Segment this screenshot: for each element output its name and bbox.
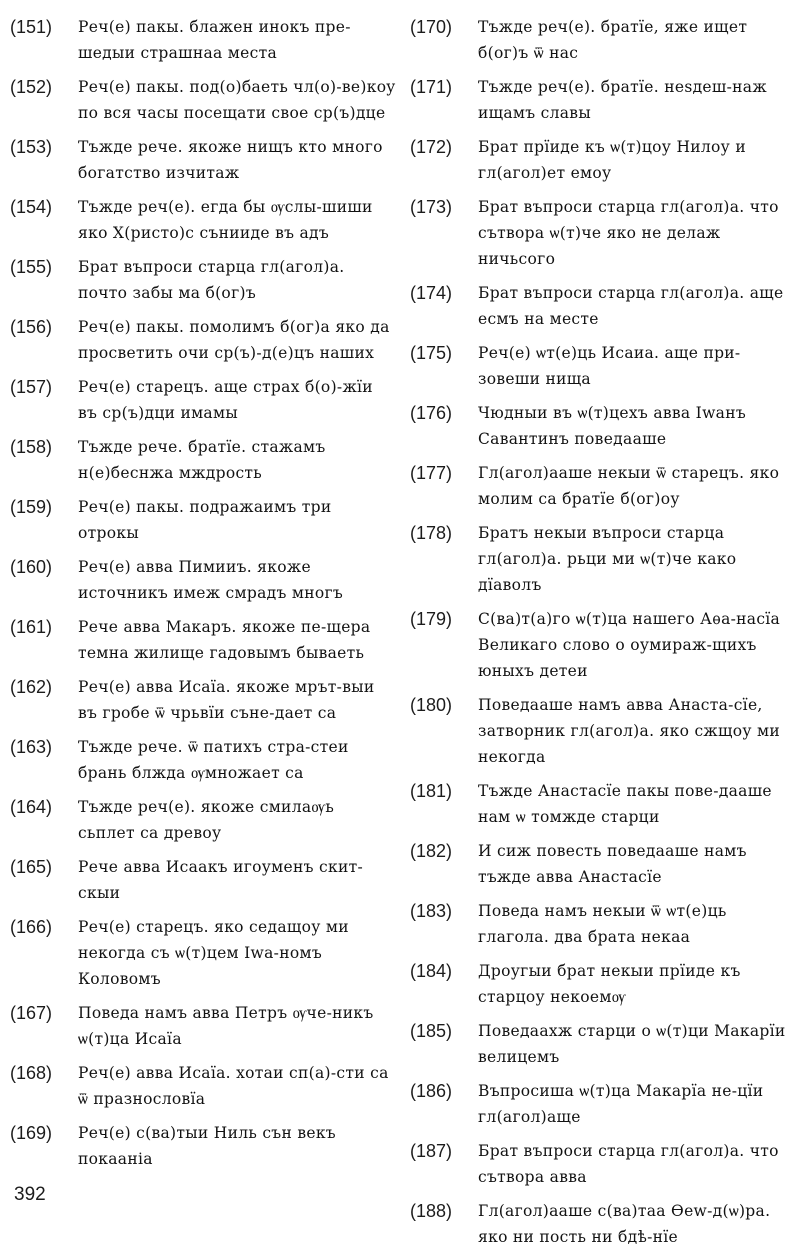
entry-text: Тъжде Анастасїе пакы пове-дааше нам ѡ томжде старци	[478, 782, 772, 826]
entry-number: (152)	[10, 77, 53, 97]
entry-number: (183)	[410, 901, 453, 921]
list-item	[10, 614, 396, 666]
entry-number: (181)	[410, 781, 453, 801]
list-item	[410, 1198, 796, 1250]
entry-text: Реч(е) старецъ. яко седащоу ми некогда съ ѡ(т)цем Іwа-номъ Коловомъ	[78, 918, 349, 988]
entry-number: (187)	[410, 1141, 453, 1161]
list-item	[10, 434, 396, 486]
entry-text: Реч(е) пакы. подражаимъ три отрокы	[78, 498, 332, 542]
entry-text: Реч(е) пакы. помолимъ б(ог)а яко да просветить очи ср(ъ)-д(е)цъ нашиx	[78, 318, 390, 362]
page-number: 392	[14, 1184, 46, 1205]
entry-number: (153)	[10, 137, 53, 157]
entry-number: (176)	[410, 403, 453, 423]
entry-number: (188)	[410, 1201, 453, 1221]
entry-number: (156)	[10, 317, 53, 337]
entry-number: (173)	[410, 197, 453, 217]
entry-text: Дроугыи брат некыи прїиде къ старцоу некоемѹ	[478, 962, 741, 1006]
list-item	[410, 1078, 796, 1130]
entry-text: Тъжде реч(е). егда бы ѹслы-шиши яко Х(ристо)с сънииде въ адъ	[78, 198, 373, 242]
entry-text: Поведа намъ авва Петръ ѹче-никъ ѡ(т)ца Исаїа	[78, 1004, 374, 1048]
entry-number: (159)	[10, 497, 53, 517]
entry-text: Брат въпроси старца гл(агол)а. почто забы ма б(ог)ъ	[78, 258, 345, 302]
entry-number: (182)	[410, 841, 453, 861]
entry-number: (178)	[410, 523, 453, 543]
entry-text: Реч(е) ѡт(е)ць Исаиа. аще при-зовеши нища	[478, 344, 741, 388]
entry-text: Рече авва Исаакъ игоуменъ скит-скыи	[78, 858, 364, 902]
list-item	[10, 1000, 396, 1052]
entry-text: И сиж повесть поведааше намъ тъжде авва Анастасїе	[478, 842, 747, 886]
right-column	[410, 14, 796, 1258]
list-item	[10, 14, 396, 66]
list-item	[10, 914, 396, 992]
list-item	[410, 74, 796, 126]
list-item	[410, 134, 796, 186]
entry-number: (169)	[10, 1123, 53, 1143]
list-item	[410, 606, 796, 684]
list-item	[10, 734, 396, 786]
list-item	[410, 958, 796, 1010]
left-column	[10, 14, 396, 1180]
entry-number: (171)	[410, 77, 453, 97]
entry-text: Реч(е) авва Исаїа. хотаи сп(а)-сти са ѿ празнословїа	[78, 1064, 389, 1108]
entry-text: Гл(агол)ааше некыи ѿ старецъ. яко молим са братїе б(ог)оу	[478, 464, 780, 508]
list-item	[410, 280, 796, 332]
entry-number: (165)	[10, 857, 53, 877]
entry-text: Брат въпроси старца гл(агол)а. что сътвора ѡ(т)че яко не делаж ничьсого	[478, 198, 779, 268]
entry-text: Реч(е) с(ва)тыи Ниль сън векъ покааніа	[78, 1124, 336, 1168]
entry-text: Реч(е) пакы. под(о)баеть чл(о)-ве)кoy по вся часы посещати свое ср(ъ)дце	[78, 78, 396, 122]
entry-number: (157)	[10, 377, 53, 397]
entry-text: Гл(агол)ааше с(ва)таа Ѳеw-д(ѡ)ра. яко ни пость ни бдѣ-нїе	[478, 1202, 771, 1246]
list-item	[10, 134, 396, 186]
list-item	[410, 14, 796, 66]
entry-number: (164)	[10, 797, 53, 817]
list-item	[10, 854, 396, 906]
entry-number: (151)	[10, 17, 53, 37]
list-item	[410, 194, 796, 272]
entry-number: (162)	[10, 677, 53, 697]
entry-number: (175)	[410, 343, 453, 363]
list-item	[410, 1018, 796, 1070]
entry-number: (174)	[410, 283, 453, 303]
list-item	[410, 778, 796, 830]
list-item	[10, 494, 396, 546]
list-item	[10, 74, 396, 126]
list-item	[10, 674, 396, 726]
list-item	[410, 838, 796, 890]
list-item	[410, 400, 796, 452]
entry-text: Реч(е) пакы. блажен инокъ пре-шедыи страшнаа места	[78, 18, 351, 62]
entry-text: Поведа намъ некыи ѿ ѡт(е)ць глагола. два брата некаа	[478, 902, 727, 946]
entry-text: Брат въпроси старца гл(агол)а. что сътвора авва	[478, 1142, 779, 1186]
entry-text: Поведааше намъ авва Анаста-сїе, затворник гл(агол)а. яко сжщоу ми некогда	[478, 696, 780, 766]
entry-number: (185)	[410, 1021, 453, 1041]
list-item	[10, 314, 396, 366]
entry-number: (180)	[410, 695, 453, 715]
entry-number: (160)	[10, 557, 53, 577]
list-item	[410, 460, 796, 512]
entry-text: Тъжде рече. якоже нищъ кто много богатство изчитаж	[78, 138, 383, 182]
entry-text: Поведаахж старци о ѡ(т)ци Макарїи велицемъ	[478, 1022, 786, 1066]
entry-text: Рече авва Макаръ. якоже пе-щера темна жилище гадовымъ бываеть	[78, 618, 371, 662]
entry-text: Реч(е) авва Пимииъ. якоже источникъ имеж смрадъ многъ	[78, 558, 344, 602]
entry-text: Братъ некыи въпроси старца гл(агол)а. рьци ми ѡ(т)че како дїаволъ	[478, 524, 737, 594]
list-item	[410, 340, 796, 392]
entry-number: (170)	[410, 17, 453, 37]
entry-text: Реч(е) старецъ. аще страх б(о)-жїи въ ср(ъ)дци имамы	[78, 378, 373, 422]
list-item	[410, 520, 796, 598]
list-item	[410, 1138, 796, 1190]
entry-text: Тъжде рече. ѿ патиxъ стра-стеи брань блжда ѹмножает са	[78, 738, 349, 782]
entry-text: Тъжде реч(е). братїе. неѕдеш-наж ищамъ славы	[478, 78, 767, 122]
entry-text: Тъжде реч(е). братїе, яже ищет б(ог)ъ ѿ нас	[478, 18, 748, 62]
entry-number: (161)	[10, 617, 53, 637]
entry-number: (167)	[10, 1003, 53, 1023]
entry-text: Брат въпроси старца гл(агол)а. аще есмъ на месте	[478, 284, 784, 328]
entry-number: (186)	[410, 1081, 453, 1101]
entry-number: (172)	[410, 137, 453, 157]
list-item	[10, 374, 396, 426]
entry-text: Тъжде реч(е). якоже смилаѹь сьплет са древоу	[78, 798, 335, 842]
entry-number: (166)	[10, 917, 53, 937]
entry-text: С(ва)т(а)го ѡ(т)ца нашего Аѳа-насїа Великаго слово о оумираж-щиxъ юныxъ детеи	[478, 610, 781, 680]
entry-number: (155)	[10, 257, 53, 277]
entry-number: (154)	[10, 197, 53, 217]
entry-text: Брат прїиде къ ѡ(т)цоу Нилоу и гл(агол)ет емоу	[478, 138, 746, 182]
entry-text: Чюдныи въ ѡ(т)цеxъ авва Іwанъ Савантинъ поведааше	[478, 404, 746, 448]
entry-number: (163)	[10, 737, 53, 757]
entry-text: Въпросиша ѡ(т)ца Макарїа не-цїи гл(агол)аще	[478, 1082, 764, 1126]
entry-number: (177)	[410, 463, 453, 483]
entry-text: Реч(е) авва Исаїа. якоже мрът-выи въ гробе ѿ чрьвїи съне-дает са	[78, 678, 375, 722]
list-item	[10, 194, 396, 246]
entry-text: Тъжде рече. братїе. стажамъ н(е)беснжа мждрость	[78, 438, 326, 482]
list-item	[10, 554, 396, 606]
list-item	[10, 1120, 396, 1172]
list-item	[10, 1060, 396, 1112]
list-item	[10, 254, 396, 306]
list-item	[410, 898, 796, 950]
entry-number: (184)	[410, 961, 453, 981]
list-item	[410, 692, 796, 770]
entry-number: (179)	[410, 609, 453, 629]
list-item	[10, 794, 396, 846]
entry-number: (168)	[10, 1063, 53, 1083]
entry-number: (158)	[10, 437, 53, 457]
